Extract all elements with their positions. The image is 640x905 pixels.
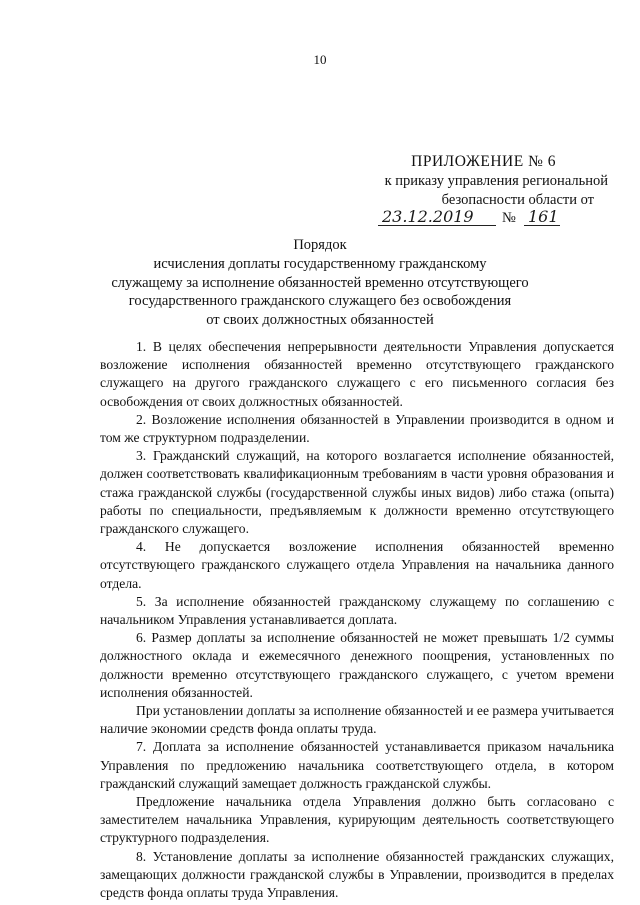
number-underline xyxy=(524,225,560,226)
subtitle-line: от своих должностных обязанностей xyxy=(206,311,434,328)
document-subtitle xyxy=(0,255,640,329)
paragraph-6-note: При установлении доплаты за исполнение обязанностей и ее размера учитывается наличие экономии средств фонда оплаты труда. xyxy=(100,703,614,737)
paragraph-5: 5. За исполнение обязанностей гражданскому служащему по соглашению с начальником Управления устанавливается доплата. xyxy=(100,593,614,628)
handwritten-order-number: 161 xyxy=(528,207,559,226)
document-title: Порядок xyxy=(293,237,347,253)
annex-title: ПРИЛОЖЕНИЕ № 6 xyxy=(411,153,556,170)
paragraph-4: 4. Не допускается возложение исполнения обязанностей временно отсутствующего гражданского служащего отдела Управления на начальника данного отдела. xyxy=(100,539,614,591)
paragraph-6: 6. Размер доплаты за исполнение обязанностей не может превышать 1/2 суммы должностного оклада и ежемесячного денежного поощрения, установленных по должности временно отсутствующего гражданского служащего, с учетом времени исполнения обязанностей. xyxy=(100,630,614,700)
subtitle-line: исчисления доплаты государственному гражданскому xyxy=(153,256,487,272)
date-underline xyxy=(378,225,496,226)
paragraph-2: 2. Возложение исполнения обязанностей в Управлении производится в одном и том же структурном подразделении. xyxy=(100,411,614,446)
number-sign: № xyxy=(502,210,516,226)
annex-authority-line: безопасности области от xyxy=(441,192,594,208)
paragraph-3: 3. Гражданский служащий, на которого возлагается исполнение обязанностей, должен соответствовать квалификационным требованиям в части уровня образования и стажа гражданской службы (государственной службы иных видов) либо стажа (опыта) работы по специальности, предъявляемым к должности временно отсутствующего гражданского служащего. xyxy=(100,448,614,537)
paragraph-7: 7. Доплата за исполнение обязанностей устанавливается приказом начальника Управления по предложению начальника соответствующего отдела, в котором гражданский служащий замещает должность гражданской службы. xyxy=(100,739,614,791)
document-body xyxy=(100,338,614,902)
handwritten-date: 23.12.2019 xyxy=(382,207,474,226)
annex-order-line: к приказу управления региональной xyxy=(384,173,608,189)
paragraph-8: 8. Установление доплаты за исполнение обязанностей гражданских служащих, замещающих должности гражданской службы в Управлении, производится в пределах средств фонда оплаты труда Управления. xyxy=(100,848,614,901)
paragraph-1: 1. В целях обеспечения непрерывности деятельности Управления допускается возложение исполнения обязанностей временно отсутствующего гражданского служащего на другого гражданского служащего с его письменного согласия без освобождения от своих должностных обязанностей. xyxy=(100,339,614,409)
subtitle-line: государственного гражданского служащего без освобождения xyxy=(128,293,512,309)
paragraph-7-note: Предложение начальника отдела Управления должно быть согласовано с заместителем начальника Управления, курирующим деятельность соответствующего структурного подразделения. xyxy=(100,794,614,846)
page-number: 10 xyxy=(313,52,327,67)
subtitle-line: служащему за исполнение обязанностей временно отсутствующего xyxy=(111,274,529,291)
order-date-number-line xyxy=(378,208,578,230)
